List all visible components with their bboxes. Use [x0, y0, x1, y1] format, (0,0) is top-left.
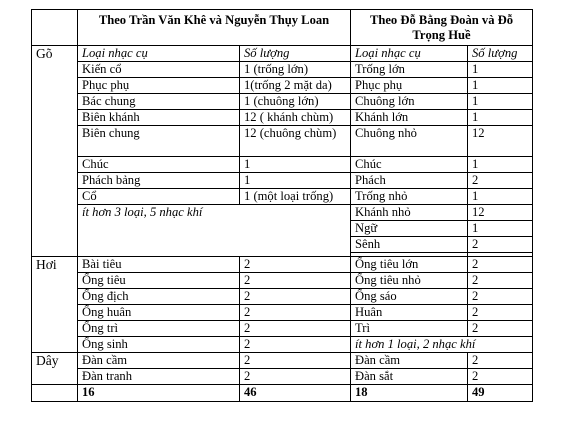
b-instrument: Trì [351, 321, 468, 337]
go-summary-note: ít hơn 3 loại, 5 nhạc khí [78, 205, 351, 257]
table-row [32, 62, 533, 78]
totals-label-cell [32, 385, 78, 402]
a-instrument: Phục phụ [78, 78, 240, 94]
a-instrument: Kiến cổ [78, 62, 240, 78]
category-go: Gõ [32, 46, 78, 257]
table-row [32, 205, 533, 221]
b-count: 2 [468, 305, 533, 321]
a-count: 1 (một loại trống) [240, 189, 351, 205]
a-count: 2 [240, 273, 351, 289]
a-count: 2 [240, 289, 351, 305]
a-instrument: Ống sinh [78, 337, 240, 353]
b-count: 1 [468, 157, 533, 173]
a-instrument: Chúc [78, 157, 240, 173]
b-count: 12 [468, 126, 533, 157]
a-instrument: Ống địch [78, 289, 240, 305]
table-row [32, 273, 533, 289]
b-instrument: Đàn sắt [351, 369, 468, 385]
table-row [32, 353, 533, 369]
comparison-table-container [31, 9, 533, 402]
a-instrument: Biên khánh [78, 110, 240, 126]
a-instrument: Bác chung [78, 94, 240, 110]
b-instrument: Trống lớn [351, 62, 468, 78]
b-instrument: Đàn cầm [351, 353, 468, 369]
col-header-b-instrument: Loại nhạc cụ [351, 46, 468, 62]
b-instrument: Huân [351, 305, 468, 321]
b-instrument: Ống sáo [351, 289, 468, 305]
b-count: 1 [468, 221, 533, 237]
b-count: 1 [468, 189, 533, 205]
a-count: 1 (chuông lớn) [240, 94, 351, 110]
b-count: 1 [468, 110, 533, 126]
a-total-types: 16 [78, 385, 240, 402]
table-row [32, 369, 533, 385]
a-count: 2 [240, 257, 351, 273]
b-instrument: Ống tiêu nhỏ [351, 273, 468, 289]
instrument-comparison-table [31, 9, 533, 402]
table-row [32, 257, 533, 273]
a-count: 1 [240, 173, 351, 189]
b-total-types: 18 [351, 385, 468, 402]
a-instrument: Phách bảng [78, 173, 240, 189]
b-count: 2 [468, 353, 533, 369]
group-b-header: Theo Đỗ Bằng Đoàn và Đỗ Trọng Huề [351, 10, 533, 46]
a-count: 2 [240, 321, 351, 337]
hoi-summary-note: ít hơn 1 loại, 2 nhạc khí [351, 337, 533, 353]
table-row [32, 321, 533, 337]
b-instrument: Ngữ [351, 221, 468, 237]
a-count: 2 [240, 369, 351, 385]
b-instrument: Phách [351, 173, 468, 189]
b-instrument: Chuông lớn [351, 94, 468, 110]
table-row [32, 94, 533, 110]
a-count: 12 (chuông chùm) [240, 126, 351, 157]
b-count: 2 [468, 273, 533, 289]
a-instrument: Ống trì [78, 321, 240, 337]
a-count: 2 [240, 353, 351, 369]
b-instrument: Chúc [351, 157, 468, 173]
header-row [32, 10, 533, 46]
a-instrument: Ống huân [78, 305, 240, 321]
a-instrument: Ống tiêu [78, 273, 240, 289]
a-total-count: 46 [240, 385, 351, 402]
b-count: 2 [468, 369, 533, 385]
b-count: 1 [468, 78, 533, 94]
category-hoi: Hơi [32, 257, 78, 353]
b-count: 2 [468, 257, 533, 273]
b-count: 2 [468, 321, 533, 337]
b-instrument: Khánh lớn [351, 110, 468, 126]
table-row [32, 46, 533, 62]
a-instrument: Đàn cầm [78, 353, 240, 369]
totals-row [32, 385, 533, 402]
a-instrument: Bài tiêu [78, 257, 240, 273]
col-header-a-count: Số lượng [240, 46, 351, 62]
col-header-a-instrument: Loại nhạc cụ [78, 46, 240, 62]
b-instrument: Chuông nhỏ [351, 126, 468, 157]
group-a-header: Theo Trần Văn Khê và Nguyễn Thụy Loan [78, 10, 351, 46]
b-count: 1 [468, 62, 533, 78]
corner-cell [32, 10, 78, 46]
table-row [32, 189, 533, 205]
a-count: 12 ( khánh chùm) [240, 110, 351, 126]
table-row [32, 289, 533, 305]
b-instrument: Trống nhỏ [351, 189, 468, 205]
a-instrument: Đàn tranh [78, 369, 240, 385]
a-count: 1(trống 2 mặt da) [240, 78, 351, 94]
table-row [32, 337, 533, 353]
col-header-b-count: Số lượng [468, 46, 533, 62]
b-count: 1 [468, 94, 533, 110]
b-total-count: 49 [468, 385, 533, 402]
a-count: 1 (trống lớn) [240, 62, 351, 78]
category-day: Dây [32, 353, 78, 385]
table-row [32, 173, 533, 189]
a-count: 2 [240, 305, 351, 321]
a-count: 2 [240, 337, 351, 353]
a-instrument: Cổ [78, 189, 240, 205]
b-instrument: Khánh nhỏ [351, 205, 468, 221]
b-count: 2 [468, 237, 533, 253]
b-count: 2 [468, 289, 533, 305]
b-instrument: Phục phụ [351, 78, 468, 94]
b-count: 2 [468, 173, 533, 189]
table-row [32, 305, 533, 321]
table-row [32, 157, 533, 173]
b-instrument: Ống tiêu lớn [351, 257, 468, 273]
table-row [32, 126, 533, 157]
b-count: 12 [468, 205, 533, 221]
table-row [32, 78, 533, 94]
a-instrument: Biên chung [78, 126, 240, 157]
a-count: 1 [240, 157, 351, 173]
b-instrument: Sênh [351, 237, 468, 253]
table-row [32, 110, 533, 126]
